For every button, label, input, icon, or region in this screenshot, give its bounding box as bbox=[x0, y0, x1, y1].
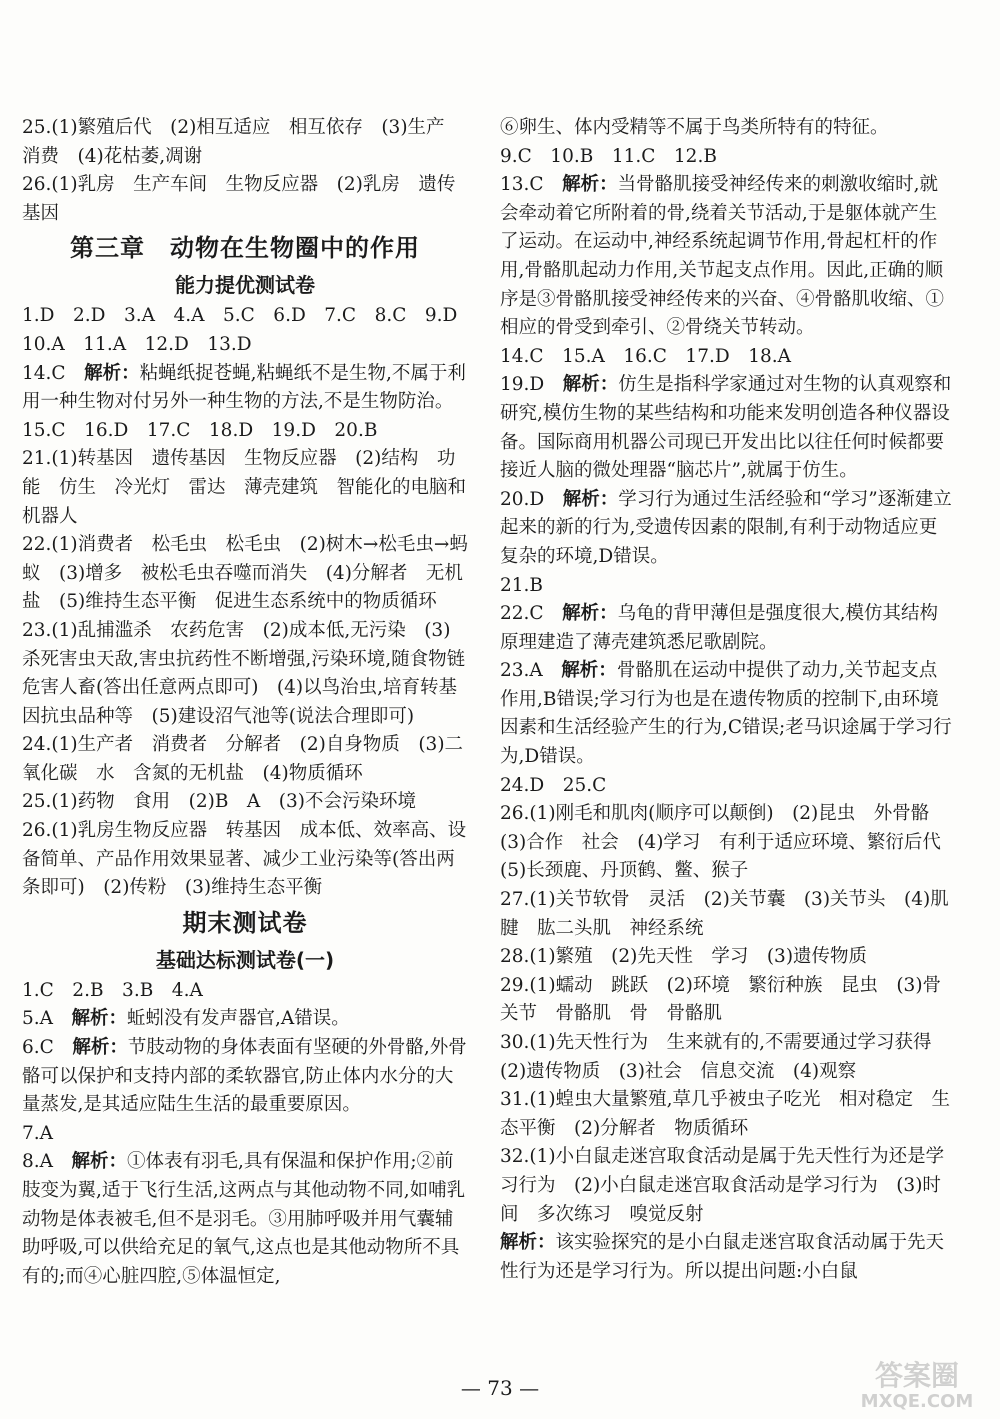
answer-line: 15.C 16.D 17.C 18.D 19.D 20.B bbox=[22, 419, 378, 441]
analysis-text: 仿生是指科学家通过对生物的认真观察和研究,模仿生物的某些结构和功能来发明创造各种仪器设备。国际商用机器公司现已开发出比以往任何时候都要接近人脑的微处理器“脑芯片”,就属于仿生。 bbox=[500, 374, 952, 482]
answer-with-analysis bbox=[22, 1034, 468, 1120]
answer-key: 20.D bbox=[500, 488, 563, 510]
chapter-heading: 期末测试卷 bbox=[182, 908, 308, 937]
analysis-text: 学习行为通过生活经验和“学习”逐渐建立起来的新的行为,受遗传因素的限制,有利于动物适应更复杂的环境,D错误。 bbox=[500, 488, 952, 567]
answer-key: 13.C bbox=[500, 174, 563, 196]
analysis-label: 解析： bbox=[561, 660, 617, 682]
watermark-text: 答案圈 bbox=[874, 1359, 960, 1392]
answer-line: 1.C 2.B 3.B 4.A bbox=[22, 979, 203, 1001]
answer-line: 23.(1)乱捕滥杀 农药危害 (2)成本低,无污染 (3)杀死害虫天敌,害虫抗药性不断增强,污染环境,随食物链危害人畜(答出任意两点即可) (4)以鸟治虫,培育转基因抗虫品种等 (5)建设沼气池等(说法合理即可) bbox=[22, 619, 466, 727]
answer-line: 1.D 2.D 3.A 4.A 5.C 6.D 7.C 8.C 9.D bbox=[22, 305, 458, 327]
answer-with-analysis bbox=[500, 171, 952, 343]
analysis-label: 解析： bbox=[71, 1008, 128, 1030]
answer-line: 27.(1)关节软骨 灵活 (2)关节囊 (3)关节头 (4)肌腱 肱二头肌 神经系统 bbox=[500, 889, 949, 939]
answer-key: 6.C bbox=[22, 1037, 73, 1059]
answer-line: 21.(1)转基因 遗传基因 生物反应器 (2)结构 功能 仿生 冷光灯 雷达 薄壳建筑 智能化的电脑和机器人 bbox=[22, 448, 467, 527]
answer-with-analysis bbox=[22, 360, 468, 417]
answer-with-analysis bbox=[500, 371, 952, 485]
answer-with-analysis bbox=[500, 486, 952, 572]
answer-line: 26.(1)乳房 生产车间 生物反应器 (2)乳房 遗传基因 bbox=[22, 174, 456, 224]
page-number: — 73 — bbox=[460, 1376, 540, 1400]
answer-with-analysis bbox=[500, 600, 952, 657]
analysis-label: 解析： bbox=[562, 374, 619, 396]
answer-line: 25.(1)药物 食用 (2)B A (3)不会污染环境 bbox=[22, 791, 416, 813]
answer-line: 30.(1)先天性行为 生来就有的,不需要通过学习获得 (2)遗传物质 (3)社会 信息交流 (4)观察 bbox=[500, 1032, 951, 1082]
left-column bbox=[22, 114, 468, 1291]
answer-line: 24.(1)生产者 消费者 分解者 (2)自身物质 (3)二氧化碳 水 含氮的无机盐 (4)物质循环 bbox=[22, 734, 464, 784]
answer-line: 21.B bbox=[500, 574, 544, 596]
answer-line: 26.(1)刚毛和肌肉(顺序可以颠倒) (2)昆虫 外骨骼 (3)合作 社会 (4)学习 有利于适应环境、繁衍后代 (5)长颈鹿、丹顶鹤、鳖、猴子 bbox=[500, 803, 960, 882]
analysis-text: 蚯蚓没有发声器官,A错误。 bbox=[127, 1008, 350, 1030]
analysis-text: 骨骼肌在运动中提供了动力,关节起支点作用,B错误;学习行为也是在遗传物质的控制下,由环境因素和生活经验产生的行为,C错误;老马识途属于学习行为,D错误。 bbox=[500, 660, 952, 768]
answer-key: 19.D bbox=[500, 374, 563, 396]
analysis-label: 解析： bbox=[562, 488, 619, 510]
answer-line: 22.(1)消费者 松毛虫 松毛虫 (2)树木→松毛虫→蚂蚁 (3)增多 被松毛虫吞噬而消失 (4)分解者 无机盐 (5)维持生态平衡 促进生态系统中的物质循环 bbox=[22, 534, 468, 613]
watermark-logo bbox=[842, 1353, 992, 1413]
chapter-heading: 第三章 动物在生物圈中的作用 bbox=[70, 234, 420, 263]
analysis-label: 解析： bbox=[562, 603, 618, 625]
answer-line: 26.(1)乳房生物反应器 转基因 成本低、效率高、设备简单、产品作用效果显著、减少工业污染等(答出两条即可) (2)传粉 (3)维持生态平衡 bbox=[22, 820, 467, 899]
analysis-label: 解析： bbox=[71, 1151, 128, 1173]
section-heading: 基础达标测试卷(一) bbox=[155, 947, 335, 972]
answer-with-analysis bbox=[22, 1148, 468, 1291]
answer-with-analysis bbox=[22, 1005, 468, 1034]
right-column bbox=[500, 114, 960, 1286]
answer-with-analysis bbox=[500, 1229, 952, 1286]
analysis-label: 解析： bbox=[562, 174, 618, 196]
analysis-text: 当骨骼肌接受神经传来的刺激收缩时,就会牵动着它所附着的骨,绕着关节活动,于是躯体就产生了运动。在运动中,神经系统起调节作用,骨起杠杆的作用,骨骼肌起动力作用,关节起支点作用。因此,正确的顺序是③骨骼肌接受神经传来的兴奋、④骨骼肌收缩、①相应的骨受到牵引、②骨绕关节转动。 bbox=[500, 174, 945, 339]
answer-key: 23.A bbox=[500, 660, 562, 682]
answer-line: 9.C 10.B 11.C 12.B bbox=[500, 145, 717, 167]
answer-line: 25.(1)繁殖后代 (2)相互适应 相互依存 (3)生产 消费 (4)花枯萎,凋谢 bbox=[22, 117, 464, 167]
analysis-text: 乌龟的背甲薄但是强度很大,模仿其结构原理建造了薄壳建筑悉尼歌剧院。 bbox=[500, 603, 938, 653]
analysis-text: ①体表有羽毛,具有保温和保护作用;②前肢变为翼,适于飞行生活,这两点与其他动物不同,如哺乳动物是体表被毛,但不是羽毛。③用肺呼吸并用气囊辅助呼吸,可以供给充足的氧气,这点也是其他动物所不具有的;而④心脏四腔,⑤体温恒定, bbox=[22, 1151, 466, 1287]
answer-line: 10.A 11.A 12.D 13.D bbox=[22, 333, 252, 355]
answer-key: 14.C bbox=[22, 362, 85, 384]
answer-line: ⑥卵生、体内受精等不属于鸟类所特有的特征。 bbox=[500, 117, 889, 138]
answer-key: 8.A bbox=[22, 1151, 72, 1173]
answer-line: 28.(1)繁殖 (2)先天性 学习 (3)遗传物质 bbox=[500, 946, 868, 968]
answer-with-analysis bbox=[500, 657, 952, 771]
analysis-text: 该实验探究的是小白鼠走迷宫取食活动属于先天性行为还是学习行为。所以提出问题:小白鼠 bbox=[500, 1232, 945, 1282]
analysis-label: 解析： bbox=[84, 362, 140, 384]
answer-key: 22.C bbox=[500, 603, 563, 625]
watermark-sub: MXQE.COM bbox=[860, 1391, 974, 1412]
section-heading: 能力提优测试卷 bbox=[175, 273, 315, 298]
analysis-label: 解析： bbox=[500, 1232, 556, 1254]
analysis-label: 解析： bbox=[72, 1037, 128, 1059]
answer-line: 29.(1)蠕动 跳跃 (2)环境 繁衍种族 昆虫 (3)骨 关节 骨骼肌 骨 骨骼肌 bbox=[500, 974, 960, 1025]
answer-key: 5.A bbox=[22, 1008, 72, 1030]
answer-line: 24.D 25.C bbox=[500, 774, 607, 796]
answer-line: 7.A bbox=[22, 1122, 54, 1144]
answer-line: 14.C 15.A 16.C 17.D 18.A bbox=[500, 345, 791, 367]
answer-line: 31.(1)蝗虫大量繁殖,草几乎被虫子吃光 相对稳定 生态平衡 (2)分解者 物质循环 bbox=[500, 1089, 951, 1139]
analysis-text: 粘蝇纸捉苍蝇,粘蝇纸不是生物,不属于利用一种生物对付另外一种生物的方法,不是生物防治。 bbox=[22, 362, 466, 413]
answer-line: 32.(1)小白鼠走迷宫取食活动是属于先天性行为还是学习行为 (2)小白鼠走迷宫取食活动是学习行为 (3)时间 多次练习 嗅觉反射 bbox=[500, 1146, 945, 1225]
analysis-text: 节肢动物的身体表面有坚硬的外骨骼,外骨骼可以保护和支持内部的柔软器官,防止体内水分的大量蒸发,是其适应陆生生活的最重要原因。 bbox=[22, 1037, 467, 1116]
